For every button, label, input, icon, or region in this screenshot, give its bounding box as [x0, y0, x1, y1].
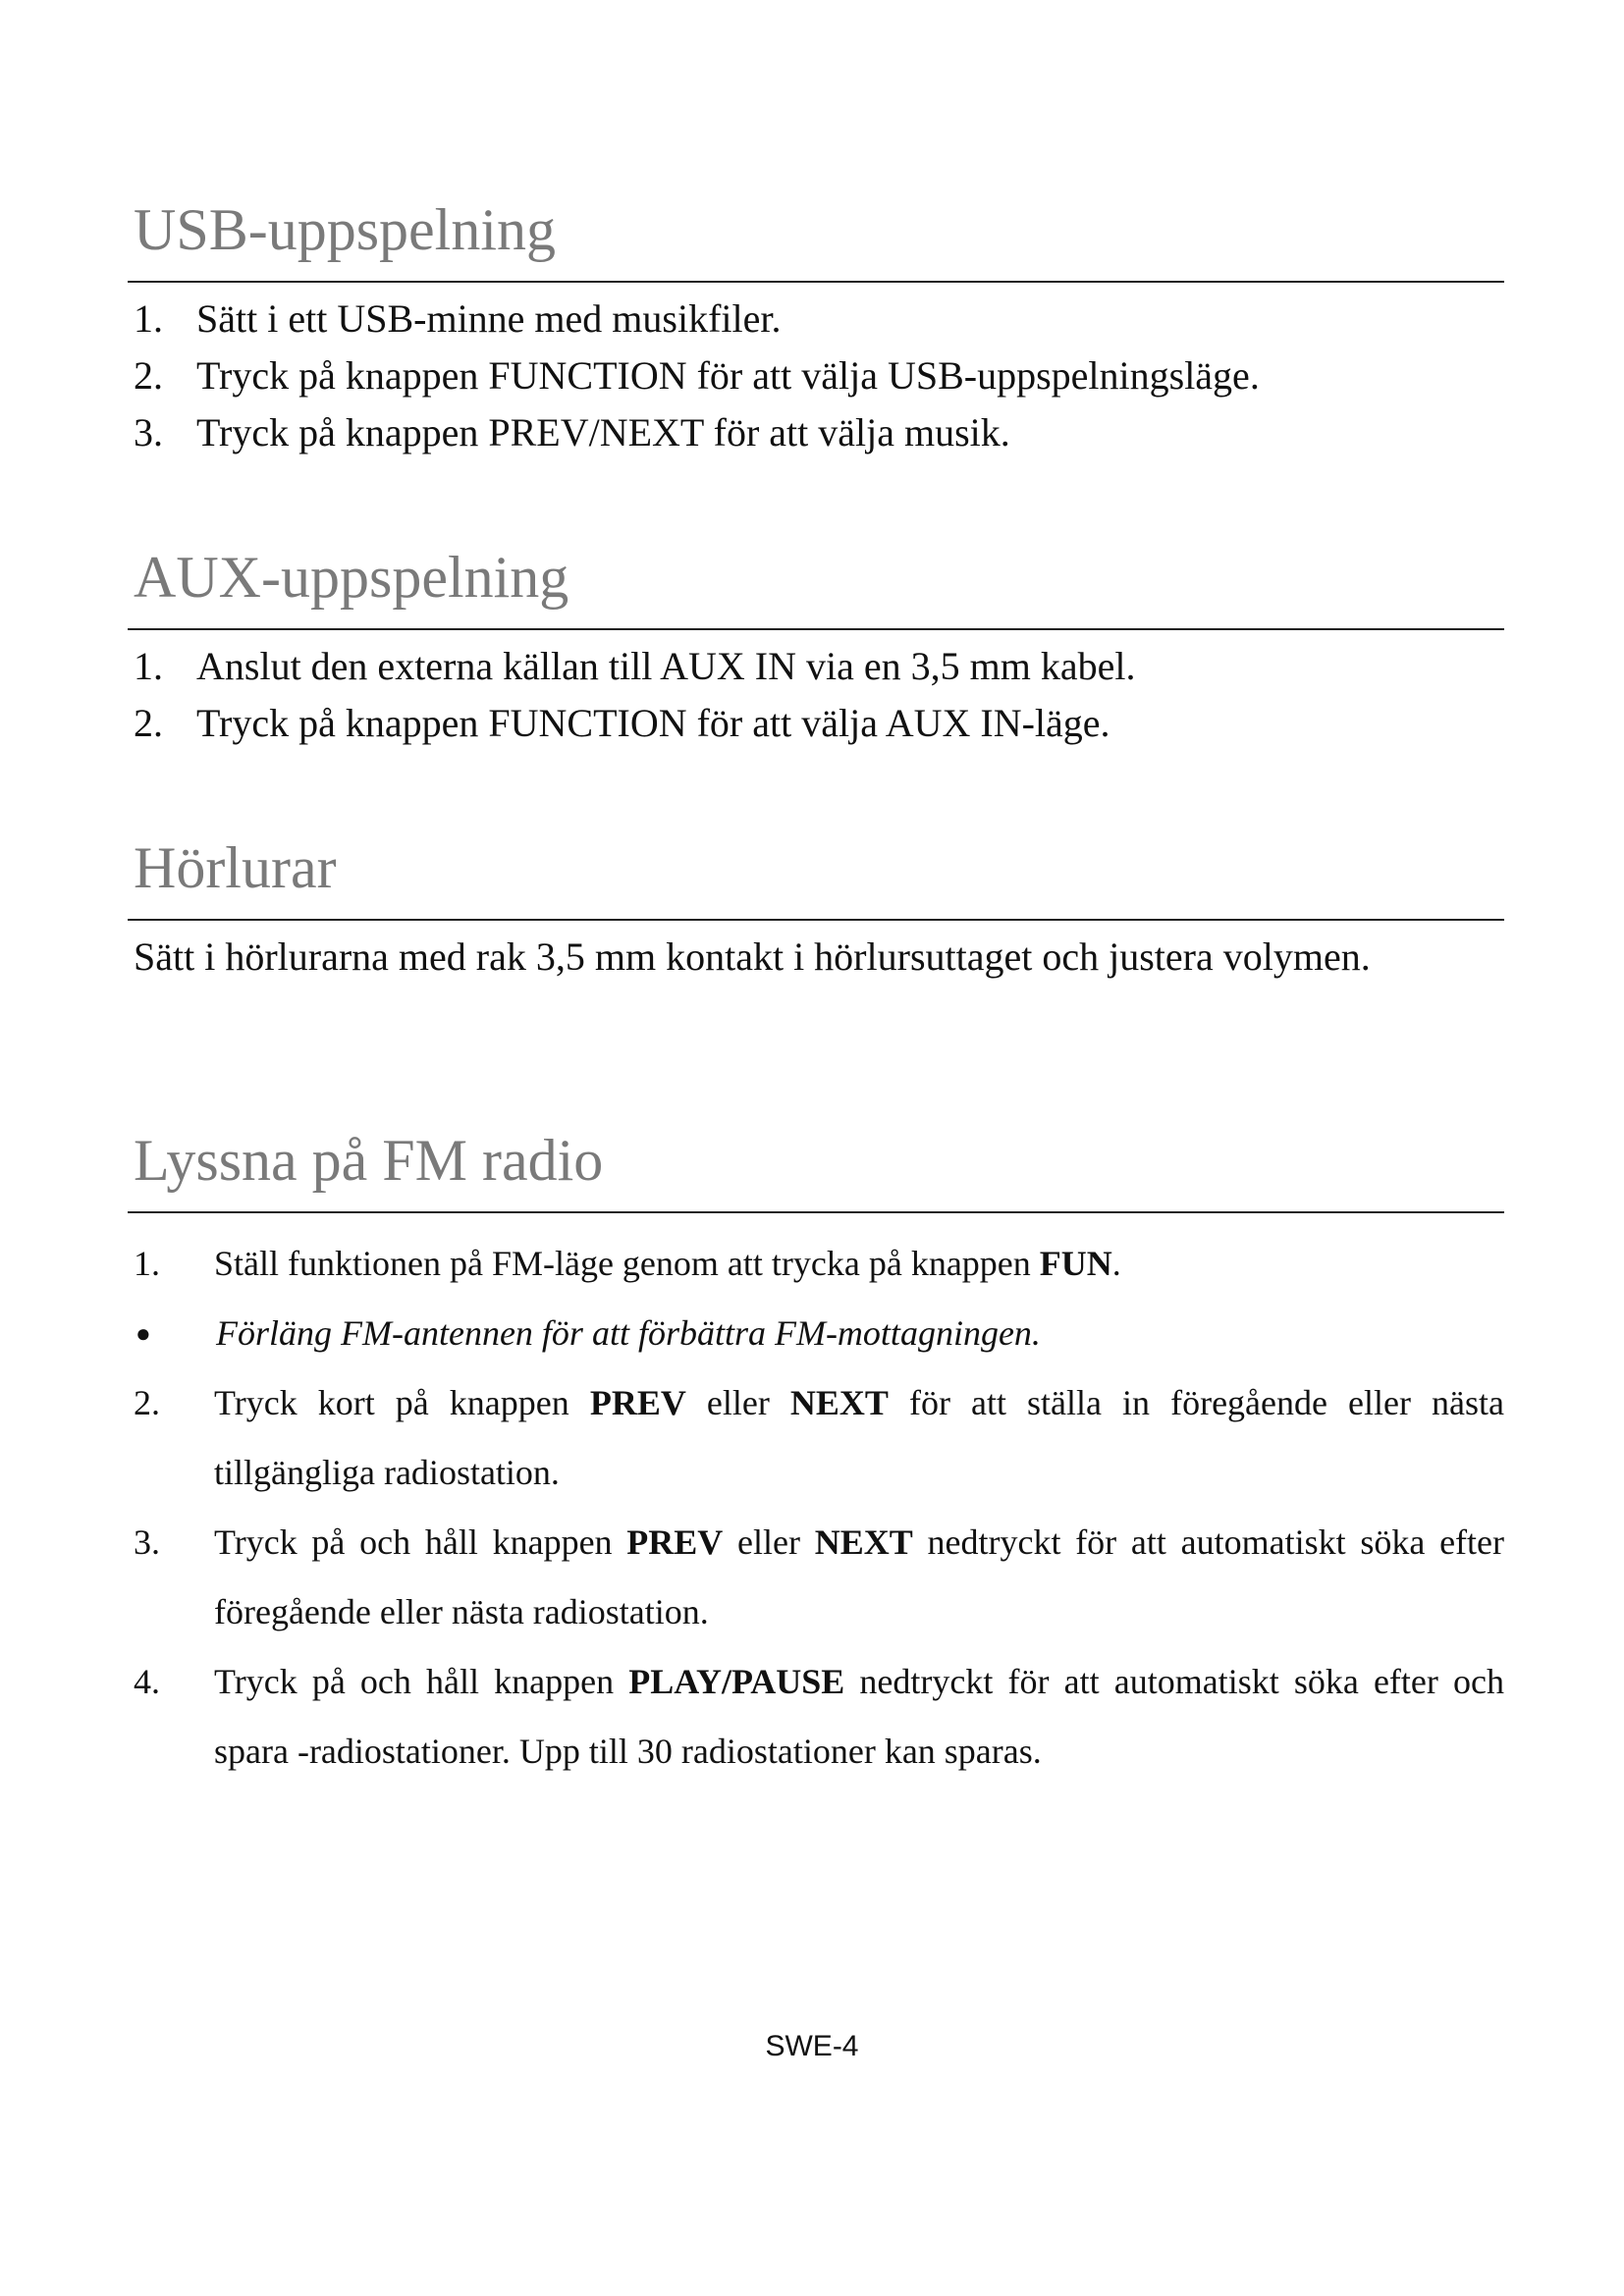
step-number: 1.	[134, 296, 163, 341]
step-note: Förläng FM-antennen för att förbättra FM-mottagningen.	[216, 1313, 1041, 1353]
step-text: Tryck på och håll knappen PREV eller NEXT nedtryckt för att automatiskt söka efter föregående eller nästa radiostation.	[214, 1522, 1505, 1631]
button-name: PLAY/PAUSE	[628, 1662, 845, 1701]
usb-section	[128, 194, 1504, 461]
usb-heading: USB-uppspelning	[134, 197, 557, 262]
step-number: 2.	[134, 353, 163, 398]
page-number: SWE-4	[765, 2030, 859, 2062]
step-number: 4.	[134, 1662, 160, 1701]
step-text: Tryck på knappen PREV/NEXT för att välja musik.	[196, 410, 1010, 454]
usb-divider	[128, 281, 1504, 283]
list-item	[128, 404, 1504, 461]
step-text: Anslut den externa källan till AUX IN via en 3,5 mm kabel.	[196, 644, 1136, 688]
fm-steps-list	[128, 1229, 1504, 1787]
bullet-icon: ●	[135, 1319, 151, 1348]
list-item	[128, 291, 1504, 347]
list-item	[128, 1299, 1504, 1368]
step-number: 3.	[134, 410, 163, 454]
aux-section	[128, 542, 1504, 752]
list-item	[128, 1368, 1504, 1508]
aux-steps-list	[128, 638, 1504, 752]
button-name: PREV	[626, 1522, 724, 1562]
step-number: 1.	[134, 1244, 160, 1283]
list-item	[128, 347, 1504, 404]
step-number: 2.	[134, 1383, 160, 1422]
step-number: 3.	[134, 1522, 160, 1562]
list-item	[128, 638, 1504, 695]
list-item	[128, 695, 1504, 752]
fm-section	[128, 1125, 1504, 1787]
step-text: Tryck på och håll knappen PLAY/PAUSE nedtryckt för att automatiskt söka efter och spara -radiostationer. Upp till 30 radiostationer kan sparas.	[214, 1662, 1504, 1771]
list-item	[128, 1508, 1504, 1647]
headphones-section	[128, 832, 1504, 986]
step-text: Tryck kort på knappen PREV eller NEXT för att ställa in föregående eller nästa tillgängliga radiostation.	[214, 1383, 1505, 1492]
button-name: NEXT	[789, 1383, 889, 1422]
headphones-paragraph: Sätt i hörlurarna med rak 3,5 mm kontakt i hörlursuttaget och justera volymen.	[134, 934, 1371, 979]
aux-heading: AUX-uppspelning	[134, 545, 569, 610]
aux-divider	[128, 628, 1504, 630]
step-number: 2.	[134, 701, 163, 745]
fm-divider	[128, 1211, 1504, 1213]
button-name: FUN	[1039, 1244, 1112, 1283]
headphones-heading: Hörlurar	[134, 835, 337, 900]
button-name: NEXT	[814, 1522, 913, 1562]
step-number: 1.	[134, 644, 163, 688]
fm-heading: Lyssna på FM radio	[134, 1128, 604, 1193]
button-name: PREV	[589, 1383, 686, 1422]
step-text: Tryck på knappen FUNCTION för att välja USB-uppspelningsläge.	[196, 353, 1260, 398]
step-text: Sätt i ett USB-minne med musikfiler.	[196, 296, 782, 341]
step-text: Tryck på knappen FUNCTION för att välja AUX IN-läge.	[196, 701, 1110, 745]
step-text: Ställ funktionen på FM-läge genom att trycka på knappen FUN.	[214, 1244, 1121, 1283]
list-item	[128, 1229, 1504, 1299]
list-item	[128, 1647, 1504, 1787]
usb-steps-list	[128, 291, 1504, 461]
headphones-divider	[128, 919, 1504, 921]
